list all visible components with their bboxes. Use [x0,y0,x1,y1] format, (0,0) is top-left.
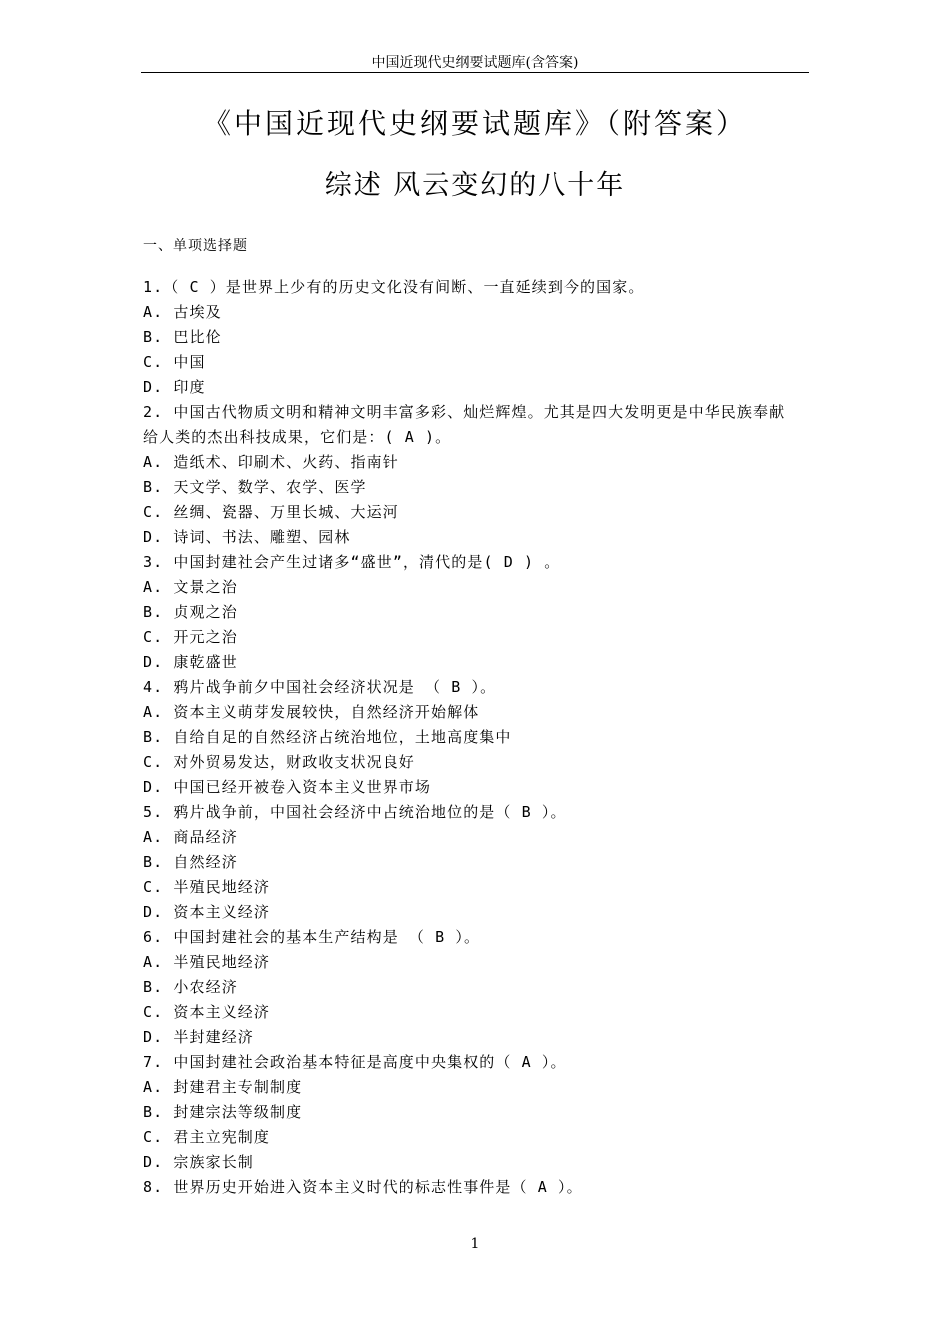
question-8-stem: 8. 世界历史开始进入资本主义时代的标志性事件是（ A ）。 [143,1178,583,1196]
question-3-option-d: D. 康乾盛世 [143,653,238,671]
page-number: 1 [470,1236,480,1252]
question-7-stem: 7. 中国封建社会政治基本特征是高度中央集权的（ A ）。 [143,1053,567,1071]
page-header: 中国近现代史纲要试题库(含答案) [371,55,579,71]
document-title: 《中国近现代史纲要试题库》（附答案） [202,107,747,140]
question-2-stem-continued: 给人类的杰出科技成果，它们是：( A )。 [143,428,452,446]
question-1-stem: 1.（ C ）是世界上少有的历史文化没有间断、一直延续到今的国家。 [143,278,645,296]
question-6-option-d: D. 半封建经济 [143,1028,254,1046]
question-5-option-c: C. 半殖民地经济 [143,878,270,896]
question-1-option-c: C. 中国 [143,353,206,371]
question-2-option-c: C. 丝绸、瓷器、万里长城、大运河 [143,503,399,521]
question-7-option-d: D. 宗族家长制 [143,1153,254,1171]
question-1-option-a: A. 古埃及 [143,303,222,321]
question-5-option-a: A. 商品经济 [143,828,238,846]
question-4-option-b: B. 自给自足的自然经济占统治地位，土地高度集中 [143,728,512,746]
question-7-option-b: B. 封建宗法等级制度 [143,1103,303,1121]
question-4-option-c: C. 对外贸易发达，财政收支状况良好 [143,753,415,771]
question-list [143,275,811,1200]
question-4-option-d: D. 中国已经开被卷入资本主义世界市场 [143,778,431,796]
question-3-stem: 3. 中国封建社会产生过诸多“盛世”，清代的是( D ) 。 [143,553,561,571]
question-1-option-d: D. 印度 [143,378,206,396]
header-rule [141,72,809,73]
question-6-option-c: C. 资本主义经济 [143,1003,270,1021]
question-3-option-a: A. 文景之治 [143,578,238,596]
question-7-option-a: A. 封建君主专制制度 [143,1078,303,1096]
question-2-option-d: D. 诗词、书法、雕塑、园林 [143,528,351,546]
question-6-option-b: B. 小农经济 [143,978,238,996]
question-5-option-b: B. 自然经济 [143,853,238,871]
question-3-option-b: B. 贞观之治 [143,603,238,621]
question-5-option-d: D. 资本主义经济 [143,903,270,921]
document-subtitle: 综述 风云变幻的八十年 [324,170,626,201]
question-4-option-a: A. 资本主义萌芽发展较快，自然经济开始解体 [143,703,480,721]
question-7-option-c: C. 君主立宪制度 [143,1128,270,1146]
question-5-stem: 5. 鸦片战争前，中国社会经济中占统治地位的是（ B ）。 [143,803,567,821]
question-3-option-c: C. 开元之治 [143,628,238,646]
question-1-option-b: B. 巴比伦 [143,328,222,346]
question-4-stem: 4. 鸦片战争前夕中国社会经济状况是 （ B ）。 [143,678,497,696]
question-6-stem: 6. 中国封建社会的基本生产结构是 （ B ）。 [143,928,481,946]
question-2-stem: 2. 中国古代物质文明和精神文明丰富多彩、灿烂辉煌。尤其是四大发明更是中华民族奉献 [143,403,786,421]
question-2-option-a: A. 造纸术、印刷术、火药、指南针 [143,453,399,471]
question-2-option-b: B. 天文学、数学、农学、医学 [143,478,367,496]
question-6-option-a: A. 半殖民地经济 [143,953,270,971]
section-heading: 一、单项选择题 [143,238,248,254]
